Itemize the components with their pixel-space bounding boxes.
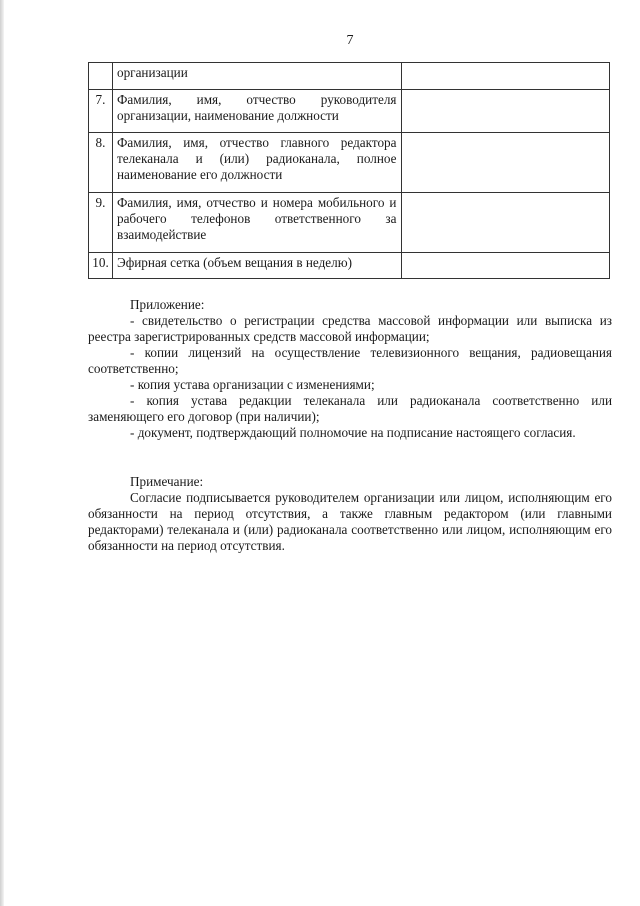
row-description: Фамилия, имя, отчество и номера мобильного и рабочего телефонов ответственного за взаимодействие	[112, 193, 401, 253]
row-number: 7.	[89, 90, 113, 133]
row-number: 8.	[89, 133, 113, 193]
row-description: Эфирная сетка (объем вещания в неделю)	[112, 253, 401, 279]
row-value[interactable]	[401, 193, 610, 253]
table-row	[89, 90, 610, 133]
row-number	[89, 63, 113, 90]
appendix-item: - документ, подтверждающий полномочие на подписание настоящего согласия.	[130, 425, 576, 440]
row-description: Фамилия, имя, отчество руководителя организации, наименование должности	[112, 90, 401, 133]
table-row	[89, 133, 610, 193]
appendix-item: - копия устава организации с изменениями;	[130, 377, 375, 392]
note-text: Согласие подписывается руководителем организации или лицом, исполняющим его обязанности на период отсутствия, а также главным редактором (или главными редакторами) телеканала и (или) радиоканала соответственно или лицом, исполняющим его обязанности на период отсутствия.	[88, 490, 612, 553]
row-description: Фамилия, имя, отчество главного редактора телеканала и (или) радиоканала, полное наименование его должности	[112, 133, 401, 193]
appendix-item: - копия устава редакции телеканала или радиоканала соответственно или заменяющего его договор (при наличии);	[88, 393, 612, 424]
appendix-section	[88, 297, 612, 441]
row-value[interactable]	[401, 133, 610, 193]
note-section	[88, 474, 612, 554]
scan-edge	[0, 0, 4, 906]
appendix-heading: Приложение:	[130, 297, 205, 312]
table-row	[89, 63, 610, 90]
table-row	[89, 193, 610, 253]
appendix-item: - свидетельство о регистрации средства массовой информации или выписка из реестра зарегистрированных средств массовой информации;	[88, 313, 612, 344]
table-row	[89, 253, 610, 279]
form-table	[88, 62, 610, 279]
row-number: 10.	[89, 253, 113, 279]
row-value[interactable]	[401, 253, 610, 279]
page-number: 7	[346, 33, 354, 48]
appendix-item: - копии лицензий на осуществление телевизионного вещания, радиовещания соответственно;	[88, 345, 612, 376]
note-heading: Примечание:	[130, 474, 204, 489]
row-value[interactable]	[401, 63, 610, 90]
row-number: 9.	[89, 193, 113, 253]
row-description: организации	[112, 63, 401, 90]
row-value[interactable]	[401, 90, 610, 133]
